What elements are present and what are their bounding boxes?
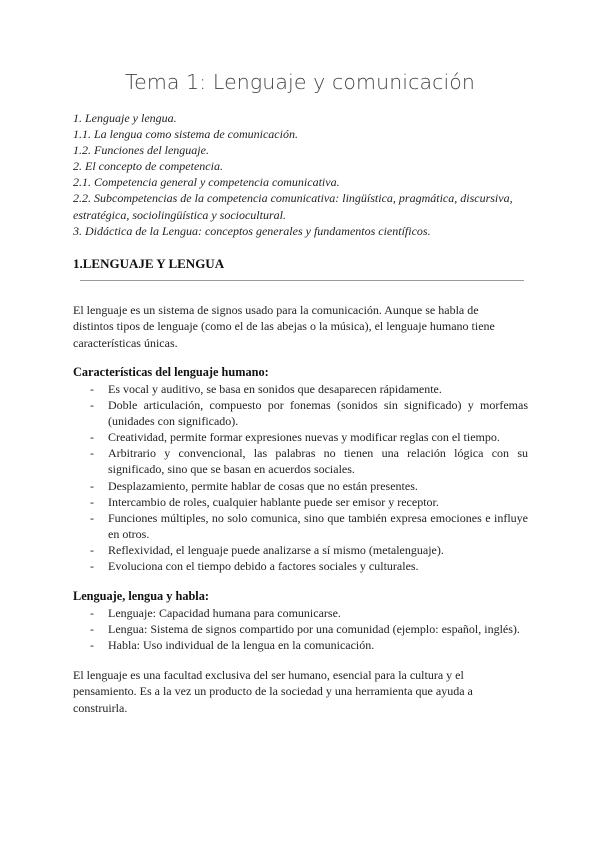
section-heading: 1.LENGUAJE Y LENGUA [73, 256, 225, 271]
list-item-text: Desplazamiento, permite hablar de cosas que no están presentes. [108, 478, 418, 493]
list-item [73, 381, 528, 397]
toc-item: 1.1. La lengua como sistema de comunicación. [73, 127, 298, 142]
list-item [73, 494, 528, 510]
list-item-text: Habla: Uso individual de la lengua en la comunicación. [108, 638, 375, 653]
section-divider [80, 280, 524, 281]
list-marker: - [90, 542, 94, 557]
toc-item: 2.1. Competencia general y competencia comunicativa. [73, 175, 340, 190]
table-of-contents [73, 110, 543, 239]
list-marker: - [90, 622, 94, 637]
list-item [73, 478, 528, 494]
list-item-text: Es vocal y auditivo, se basa en sonidos que desaparecen rápidamente. [108, 382, 442, 396]
list-marker: - [90, 638, 94, 653]
list-item [73, 637, 528, 653]
list-item [73, 542, 528, 558]
list-item-text: Evoluciona con el tiempo debido a factores sociales y culturales. [108, 559, 419, 574]
list-marker: - [90, 446, 94, 461]
list-item [73, 445, 528, 477]
paragraph-line: distintos tipos de lenguaje (como el de las abejas o la música), el lenguaje humano tiene [73, 319, 495, 334]
list-item [73, 621, 528, 637]
toc-item: 1.2. Funciones del lenguaje. [73, 143, 209, 158]
list-item-text: Funciones múltiples, no solo comunica, sino que también expresa emociones e influye en otros. [108, 510, 528, 541]
list-marker: - [90, 510, 94, 525]
paragraph-line: construirla. [73, 700, 128, 715]
list-marker: - [90, 478, 94, 493]
llh-heading: Lenguaje, lengua y habla: [73, 589, 209, 603]
list-marker: - [90, 430, 94, 445]
list-item [73, 558, 528, 574]
list-marker: - [90, 494, 94, 509]
list-marker: - [90, 606, 94, 620]
list-item-text: Creatividad, permite formar expresiones nuevas y modificar reglas con el tiempo. [108, 430, 500, 445]
intro-paragraph [73, 302, 528, 351]
list-item-text: Lenguaje: Capacidad humana para comunicarse. [108, 606, 341, 620]
list-item-text: Doble articulación, compuesto por fonemas (sonidos sin significado) y morfemas (unidades con significado). [108, 398, 528, 429]
list-marker: - [90, 559, 94, 574]
toc-item: 3. Didáctica de la Lengua: conceptos generales y fundamentos científicos. [73, 223, 431, 238]
list-item [73, 429, 528, 445]
llh-list [73, 605, 528, 653]
list-item-text: Lengua: Sistema de signos compartido por una comunidad (ejemplo: español, inglés). [108, 622, 520, 637]
list-item [73, 605, 528, 621]
toc-item: 2.2. Subcompetencias de la competencia comunicativa: lingüística, pragmática, discursiva, estratégica, sociolingüística y sociocultural. [73, 191, 513, 222]
toc-item: 1. Lenguaje y lengua. [73, 111, 177, 125]
closing-paragraph [73, 667, 528, 716]
toc-item: 2. El concepto de competencia. [73, 159, 223, 174]
features-list [73, 381, 528, 574]
list-item [73, 510, 528, 542]
features-heading: Características del lenguaje humano: [73, 365, 269, 379]
list-item-text: Intercambio de roles, cualquier hablante puede ser emisor y receptor. [108, 494, 439, 509]
list-item-text: Arbitrario y convencional, las palabras no tienen una relación lógica con su significado, sino que se basan en acuerdos sociales. [108, 446, 528, 477]
list-marker: - [90, 382, 94, 396]
paragraph-line: características únicas. [73, 335, 178, 350]
paragraph-line: El lenguaje es un sistema de signos usado para la comunicación. Aunque se habla de [73, 303, 479, 317]
paragraph-line: pensamiento. Es a la vez un producto de la sociedad y una herramienta que ayuda a [73, 684, 473, 699]
list-marker: - [90, 398, 94, 413]
list-item [73, 397, 528, 429]
paragraph-line: El lenguaje es una facultad exclusiva del ser humano, esencial para la cultura y el [73, 668, 464, 682]
page-title: Tema 1: Lenguaje y comunicación [124, 70, 476, 94]
list-item-text: Reflexividad, el lenguaje puede analizarse a sí mismo (metalenguaje). [108, 542, 444, 557]
